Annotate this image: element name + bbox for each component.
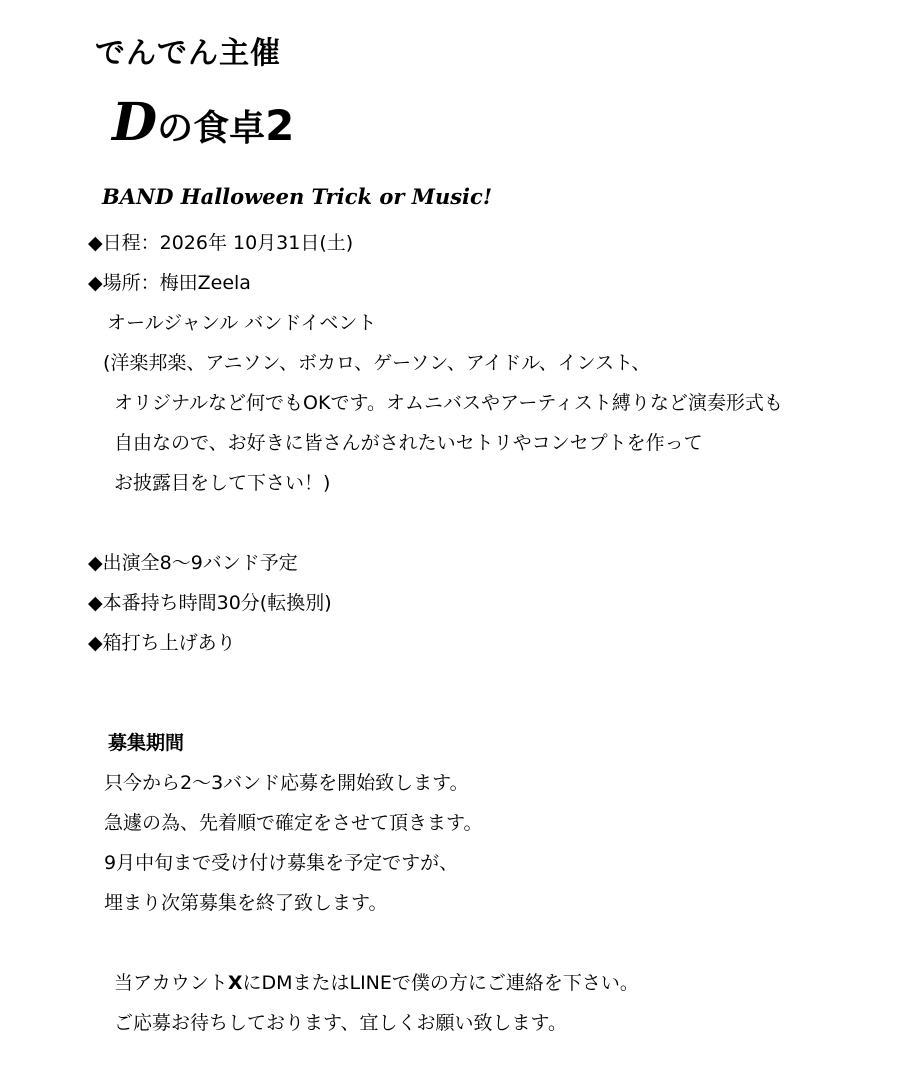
recruitment-line: 埋まり次第募集を終了致します。	[104, 892, 388, 914]
recruitment-line: 只今から2〜3バンド応募を開始致します。	[104, 772, 469, 794]
event-title-middle: の食卓	[157, 108, 266, 149]
description-line: (洋楽邦楽、アニソン、ボカロ、ゲーソン、アイドル、インスト、	[103, 352, 651, 374]
closing-line: ご応募お待ちしております、宜しくお願い致します。	[114, 1012, 567, 1034]
contact-line-pre: 当アカウント	[114, 972, 228, 994]
event-subtitle: BAND Halloween Trick or Music!	[102, 184, 493, 209]
description-line: オリジナルなど何でもOKです。オムニバスやアーティスト縛りなど演奏形式も	[114, 392, 783, 414]
venue-line: ◆場所：梅田Zeela	[88, 272, 251, 294]
event-title-d: D	[112, 92, 158, 153]
stage-time-line: ◆本番持ち時間30分(転換別)	[88, 592, 332, 614]
contact-line-post: にDMまたはLINEで僕の方にご連絡を下さい。	[242, 972, 639, 994]
recruitment-line: 9月中旬まで受け付け募集を予定ですが、	[104, 852, 459, 874]
date-line: ◆日程：2026年 10月31日(土)	[88, 232, 354, 254]
genre-line: オールジャンル バンドイベント	[107, 312, 377, 334]
box-party-line: ◆箱打ち上げあり	[88, 632, 236, 654]
contact-line	[114, 968, 639, 995]
event-title-number: 2	[265, 101, 295, 150]
x-account-label: X	[227, 972, 243, 994]
description-line: 自由なので、お好きに皆さんがされたいセトリやコンセプトを作って	[114, 432, 703, 454]
bands-line: ◆出演全8〜9バンド予定	[88, 552, 298, 574]
event-title	[112, 92, 294, 153]
recruitment-line: 急遽の為、先着順で確定をさせて頂きます。	[104, 812, 483, 834]
organizer-heading: でんでん主催	[95, 36, 281, 71]
description-line: お披露目をして下さい！)	[114, 472, 331, 494]
recruitment-heading: 募集期間	[108, 732, 185, 754]
